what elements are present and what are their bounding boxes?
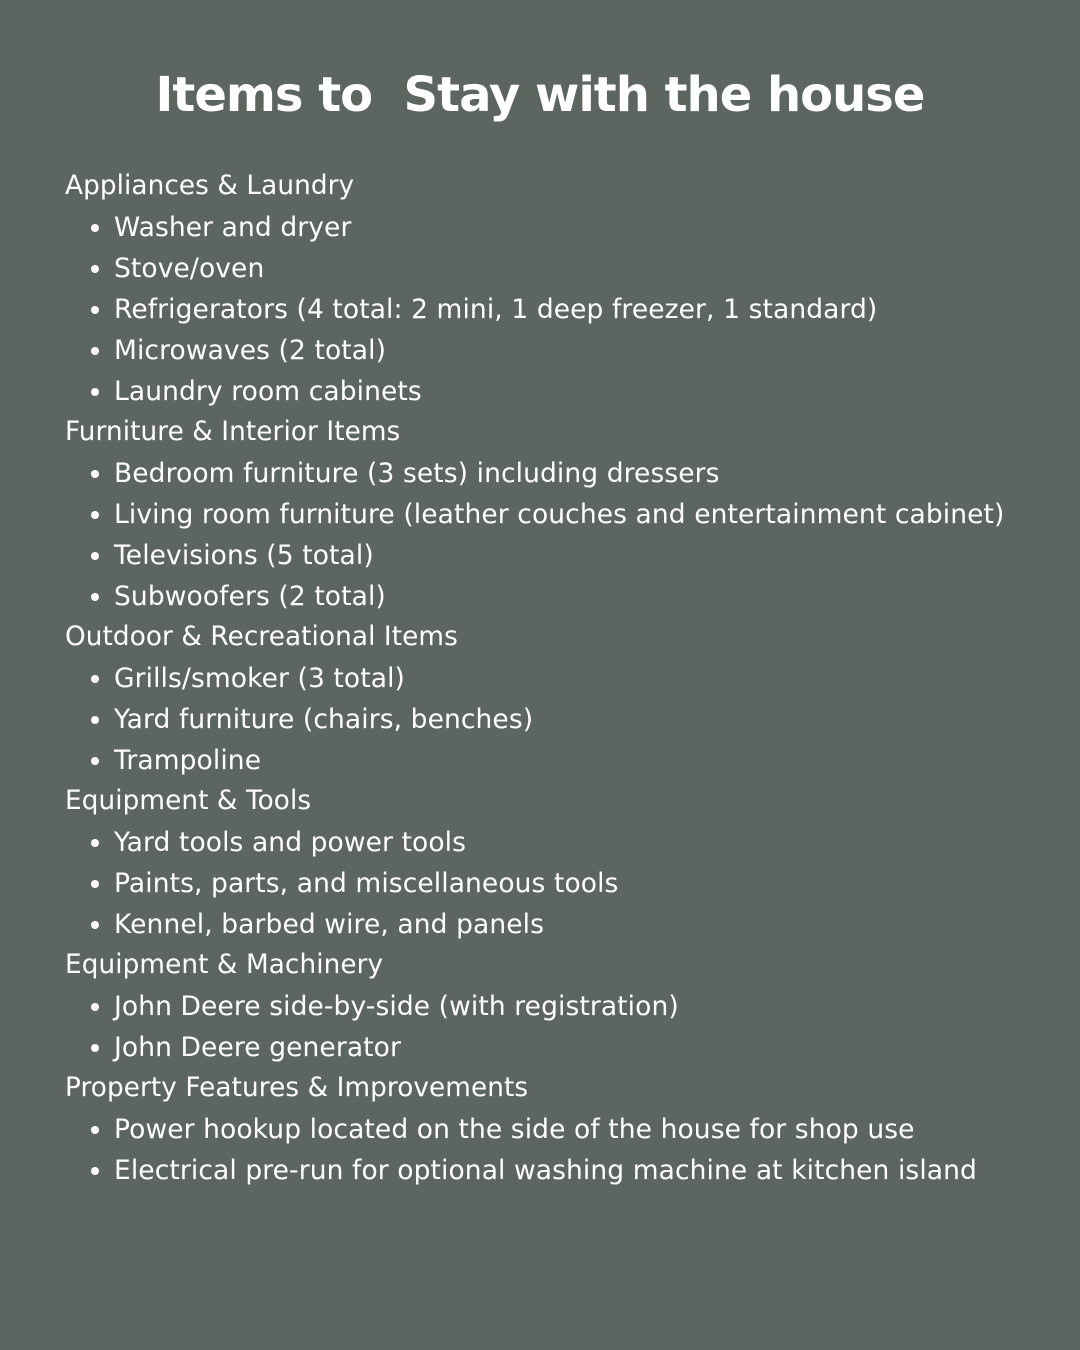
bullet-icon — [91, 511, 99, 519]
list-item-text: Trampoline — [114, 745, 262, 776]
bullet-icon — [91, 1003, 99, 1011]
bullet-icon — [91, 470, 99, 478]
item-list — [65, 453, 1075, 617]
list-item-text: John Deere side-by-side (with registration) — [114, 991, 679, 1022]
section-outdoor-recreational — [65, 617, 1075, 781]
list-item-text: Kennel, barbed wire, and panels — [114, 909, 544, 940]
bullet-icon — [91, 388, 99, 396]
bullet-icon — [91, 306, 99, 314]
list-item — [65, 1027, 1075, 1068]
section-appliances-laundry — [65, 166, 1075, 412]
list-item-text: Electrical pre-run for optional washing machine at kitchen island — [114, 1155, 977, 1186]
list-item-text: Power hookup located on the side of the house for shop use — [114, 1114, 915, 1145]
bullet-icon — [91, 224, 99, 232]
item-list — [65, 822, 1075, 945]
list-item-text: Grills/smoker (3 total) — [114, 663, 405, 694]
list-item-text: John Deere generator — [114, 1032, 401, 1063]
list-item-text: Paints, parts, and miscellaneous tools — [114, 868, 619, 899]
list-item-text: Yard tools and power tools — [114, 827, 467, 858]
section-equipment-tools — [65, 781, 1075, 945]
list-item — [65, 453, 1075, 494]
item-sections — [65, 166, 1075, 1191]
list-item — [65, 822, 1075, 863]
list-item — [65, 863, 1075, 904]
bullet-icon — [91, 1126, 99, 1134]
bullet-icon — [91, 1167, 99, 1175]
list-item — [65, 1150, 1075, 1191]
item-list — [65, 658, 1075, 781]
bullet-icon — [91, 880, 99, 888]
list-item — [65, 289, 1075, 330]
section-heading: Appliances & Laundry — [65, 171, 355, 201]
page-title: Items to Stay with the house — [155, 67, 925, 123]
list-item — [65, 986, 1075, 1027]
list-item-text: Yard furniture (chairs, benches) — [114, 704, 534, 735]
section-heading: Property Features & Improvements — [65, 1073, 529, 1103]
bullet-icon — [91, 593, 99, 601]
list-item-text: Laundry room cabinets — [114, 376, 422, 407]
list-item-text: Washer and dryer — [114, 212, 352, 243]
bullet-icon — [91, 347, 99, 355]
section-heading: Furniture & Interior Items — [65, 417, 401, 447]
section-equipment-machinery — [65, 945, 1075, 1068]
section-heading: Equipment & Machinery — [65, 950, 384, 980]
section-heading: Outdoor & Recreational Items — [65, 622, 458, 652]
list-item — [65, 371, 1075, 412]
list-item — [65, 1109, 1075, 1150]
list-item — [65, 494, 1075, 535]
list-item — [65, 740, 1075, 781]
list-item — [65, 699, 1075, 740]
bullet-icon — [91, 839, 99, 847]
list-item-text: Microwaves (2 total) — [114, 335, 387, 366]
list-item-text: Living room furniture (leather couches and entertainment cabinet) — [114, 499, 1005, 530]
list-item — [65, 248, 1075, 289]
list-item — [65, 904, 1075, 945]
list-item — [65, 330, 1075, 371]
bullet-icon — [91, 1044, 99, 1052]
item-list — [65, 207, 1075, 412]
item-list — [65, 1109, 1075, 1191]
list-item — [65, 207, 1075, 248]
list-item-text: Refrigerators (4 total: 2 mini, 1 deep freezer, 1 standard) — [114, 294, 878, 325]
item-list — [65, 986, 1075, 1068]
list-item-text: Stove/oven — [114, 253, 265, 284]
list-item — [65, 535, 1075, 576]
section-heading: Equipment & Tools — [65, 786, 312, 816]
bullet-icon — [91, 921, 99, 929]
list-item-text: Televisions (5 total) — [114, 540, 374, 571]
section-property-features — [65, 1068, 1075, 1191]
bullet-icon — [91, 552, 99, 560]
list-item — [65, 576, 1075, 617]
bullet-icon — [91, 265, 99, 273]
bullet-icon — [91, 675, 99, 683]
list-item — [65, 658, 1075, 699]
list-item-text: Subwoofers (2 total) — [114, 581, 386, 612]
bullet-icon — [91, 757, 99, 765]
list-item-text: Bedroom furniture (3 sets) including dressers — [114, 458, 720, 489]
bullet-icon — [91, 716, 99, 724]
section-furniture-interior — [65, 412, 1075, 617]
